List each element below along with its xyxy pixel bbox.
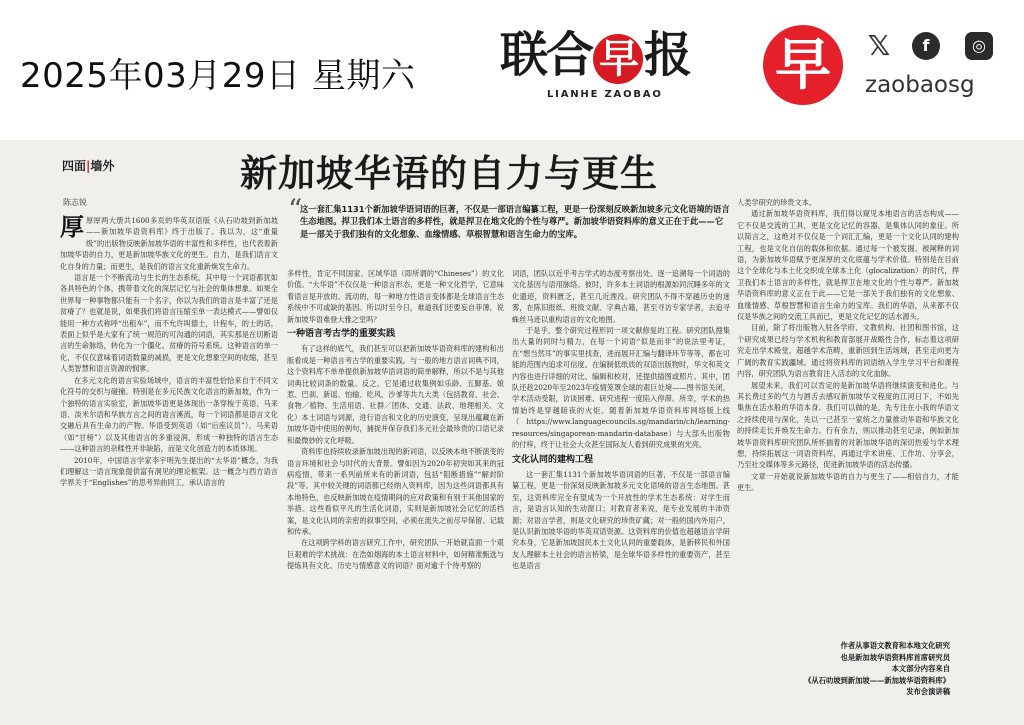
zaobao-badge-icon[interactable]: 早	[763, 25, 843, 105]
instagram-icon[interactable]: ◎	[965, 32, 993, 60]
credit-line: 也是新加坡华语资料库首席研究员	[840, 652, 950, 662]
subheading: 一种语言考古学的重要实践	[287, 329, 396, 340]
paragraph: 在多元文化的语言实验场域中，语言的丰富性恰恰来自于不同文化符号的交织与碰撞。特别是在多元民族文化语言的新加坡，作为一个独特的语言实验室，新加坡华语更是体现出一条穿梭于英语、马来语、淡米尔语和华族方言之间的语言溪流，每一个词语都是语言文化交融后具有生命力的产物。华语受到英语（如“后座议员”）、马来语（如“甘榜”）以及其他语言的多重浸润，形成一种独特的语言生态——这种语言的杂糅性并非缺陷，而是文化创造力的本质体现。	[60, 375, 278, 454]
paragraph: 语言是一个不断流动与生长的生态系统，其中每一个词语都犹如各具特色的个体，携带着文化的深层记忆与社会的集体想象。如果全世界每一种事物都只能有一个名字，你以为我们的语言是丰富了还是贫瘠了？也就是说，如果我们将语言压缩至单一表达模式——譬如仅能用一种方式称呼“出租车”，而不允许叫德士，计程车，的士的话，表面上似乎是大家有了统一规范的可沟通的词语，其实那是在切断语言的生命脉络，转化为一个僵化、贫瘠的符号系统。这种语言的单一化，不仅仅意味着词语数量的减损，更是文化想象空间的收缩，甚至人类智慧和语言资源的悯寥。	[60, 273, 278, 374]
paragraph: 多样性，肯定不同国家、区域华语（即所谓的“Chineses”）的文化价值。“大华语”不仅仅是一种语言形态，更是一种文化哲学，它意味着语言是开放的、流动的，每一种地方性语言变体都是全球语言生态系统中不可或缺的基因。所以时至今日，难道我们还要妄自菲薄，说新加坡华语难登大雅之堂吗？	[287, 269, 504, 324]
section-suffix: 墙外	[90, 159, 115, 173]
facebook-icon[interactable]: f	[912, 32, 940, 60]
credit-line: 发布会演讲稿	[906, 687, 950, 696]
paragraph: 这一套汇集1131个新加坡华语词语的巨著，不仅是一部语言编纂工程，更是一份深刻反映新加坡多元文化语境的语言生态地图。甚至，这资料库完全有望成为一个开放性的学术生态系统：对学生而言，是语言认知的生动窗口；对教育者来说，是专业发展的丰沛资源；对语言学者，则是文化研究的珍贵矿藏；对一般的国内外用户，是认识新加坡华语的华英双语资源。这资料库的价值也超越语言学研究本身，它是新加坡国民本土文化认同的重要载体，是新移民和外国友人理解本土社会的语言桥梁，是全球华语多样性的重要资产，甚至也是语言	[512, 469, 730, 571]
section-prefix: 四面	[62, 159, 87, 173]
pull-quote: 这一套汇集1131个新加坡华语词语的巨著，不仅是一部语言编纂工程，更是一份深刻反映新加坡多元文化语境的语言生态地图。捍卫我们本土语言的多样性，就是捍卫在地文化的个性与尊严。新加坡华语资料库的意义正在于此——它是一部关于我们独有的文化想象、血缘情感、草根智慧和语言生命力的宝库。	[300, 204, 730, 239]
section-divider: |	[86, 159, 91, 173]
article-column-1	[60, 215, 278, 720]
paragraph: 2010年，中国语言学家李宇明先生提出的“大华语”概念，为我们理解这一语言现象提供富有洞见的理论框架。这一概念与西方语言学界关于“Englishes”的思考异曲同工，承认语言的	[60, 455, 278, 488]
quote-mark-icon: “	[288, 193, 303, 226]
article-headline: 新加坡华语的自力与更生	[240, 152, 658, 195]
article-author: 陈志锐	[63, 198, 87, 207]
paragraph: 资料库也持续收录新加坡出现的新词语，以反映本地不断演变的语言环境和社会与时代的大背景。譬如因为2020年初突如其来的冠病疫情，带来一系列前所未有的新词语，包括“阻断措施”“解封阶段”等。其中较关键的词语都已经纳入资料库，因为这些词语都具有本地特色，也反映新加坡在疫情期间的应对政策和有别于其他国家的举措。这些看似平凡的生活化词语，实则是新加坡社会记忆的活档案，是文化认同的亲密的叙事空间，必须在流失之前尽早保留、记载和传承。	[287, 447, 504, 536]
paragraph: 词语，团队以近乎考古学式的态度考察出处、逐一追溯每一个词语的文化基因与语用脉络。彼时，许多本土词语的根源如同沉睡多年的文化遗迹，资料匮乏，甚至几近湮没。研究团队不得不穿越历史的迷雾，在陈旧报纸、班级文献、字典古籍，甚至寻访专家学者，去追寻蛛丝马迹以重构语言的文化地图。	[512, 269, 730, 324]
paragraph: 厚厚两大册共1600多页的华英双语版《从石叻坡到新加坡——新加坡华语资料库》终于出版了。我以为，这“重量级”的出版物反映新加坡华语的丰富性和多样性，也代表着新加坡华语的自力，更是新加坡华族文化的更生。自力，是我们语言文化自身的力量；而更生，是我们的语言文化重新焕发生命力。	[60, 216, 278, 271]
paragraph: 有了这样的底气，我们甚至可以把新加坡华语资料库的建构和出版看成是一种语言考古学的重要实践。与一般的地方语言词典不同，这个资料库不单单提供新加坡华语词语的简单解释，所以不是与其他词典比较词条的数量。反之，它是通过收集例如乐龄、五脚基、娘惹、巴刹、新谣、怕输、吃风、沙爹等共九大类（包括教育、社会、食物／植物、生活用语、社群／团体、交通、法政、地理相关、文化）本土词语与词源，进行语言和文化的历史演变，呈现出蕴藏在新加坡华语中使用的例句，捕捉并保存我们多元社会最珍贵的口语记录和最微妙的文化呼吸。	[287, 344, 504, 445]
paragraph: 展望未来，我们可以肯定的是新加坡华语将继续演变和进化。与其长费过多的气力与唇舌去感叹新加坡华文程度的江河日下，不如先集焦在活水般的华语本身。我们可以做的是，先专注在小我的华语文之持续使用与深化，先以一己甚至一家统之力量推动华语和华族文化的持续走长并焕发生命力。行有余力，则以推动甚至记录，例如新加坡华语资料库研究团队所怀揣着的对新加坡华语的深切热爱与学术理想，持续拓展这一词语资料库，再通过学术讲座、工作坊、分享会，乃至社交媒体等多元路径，促进新加坡华语的活态传播。	[737, 380, 959, 470]
article-column-2	[287, 268, 504, 720]
paragraph: 文章一开始就说新加坡华语的自力与更生了——相信自力，才能更生。	[737, 471, 959, 493]
drop-cap: 厚	[60, 215, 84, 241]
paragraph: 于是乎，整个研究过程形同一项文献修复的工程。研究团队搜集出大量的同时与精力，在每一个词语“似是而非”的说法里考证，在“想当然耳”的事实里找查，进而展开汇编与翻译环节等等，都在可能的范围内追求可信度。在编制低纸质的双语出版物时，华文和英文内容也进行详细的对比、编辑和校对，还提供插图或照片。其中，团队还趁2020年至2023年疫情笼罩全球的艰巨处境——图书馆关闭、学术活动受限，访谈困难、研究进程一度陷入停滞。所幸，学术的热情始终是穿越暗夜的火炬。随着新加坡华语资料库网络版上线（https://www.languagecouncils.sg/mandarin/ch/learning-resources/singaporean-mandarin-database）与大部头出版物的付梓，终于让社会大众甚至国际友人看到研究成果的光亮。	[512, 326, 730, 450]
x-icon[interactable]: 𝕏	[867, 29, 891, 62]
logo-subtitle: LIANHE ZAOBAO	[547, 89, 663, 100]
section-label	[62, 157, 114, 174]
paragraph: 通过新加坡华语资料库，我们得以窥见本地语言的活态构成——它不仅是交流的工具，更是文化记忆的容器，是集体认同的象征。所以简言之，这绝对不仅仅是一个词汇汇编，更是一个文化认同的建构工程，也是文化自信的载体和依据。通过每一个被发掘、被阐释的词语，为新加坡华语赋予更深厚的文化底蕴与学术价值。特别是在目前这个全球化与本土化交织成全球本土化（glocalization）的时代，捍卫我们本土语言的多样性，就是捍卫在地文化的个性与尊严。新加坡华语资料库的意义正在于此——它是一部关于我们独有的文化想象、血缘情感、草根智慧和语言生命力的宝库。我们的华语，从来都不仅仅是华族之间的交流工具而已，更是文化记忆的活水源头。	[737, 209, 959, 322]
social-handle[interactable]: zaobaosg	[865, 72, 975, 98]
paragraph: 人类学研究的珍贵文本。	[737, 198, 817, 207]
article-column-4	[737, 197, 959, 637]
author-credit	[700, 640, 950, 698]
subheading: 文化认同的建构工程	[512, 454, 594, 465]
credit-line: 《从石叻坡到新加坡——新加坡华语资料库》	[804, 675, 950, 685]
paragraph: 在这项跨学科的语言研究工作中，研究团队一开始就直面一个艰巨艰难的学术挑战：在浩如烟海的本土语言材料中，如何精准甄选与提炼具有文化、历史与情感意义的词语？面对逾千个待考察的	[287, 538, 504, 571]
credit-line: 本文部分内容来自	[891, 664, 950, 673]
logo-text-prefix: 联合	[500, 27, 593, 83]
credit-line: 作者从事语文教育和本地文化研究	[840, 641, 950, 650]
logo-zao-mark: 早	[593, 34, 643, 84]
paragraph: 目前，除了将出版物入驻各学府、文教机构、社团和图书馆，这个研究成果已经与学术机构和教育部展开战略性合作，标志着这项研究走出学术殿堂，超越学术范畴，重新回到生活场域，甚至走向更为广阔的教育实践疆域。通过将资料库的词语纳入学生学习平台和课程内容，研究团队为语言教育注入活态的文化血脉。	[737, 323, 959, 379]
lianhe-zaobao-logo[interactable]	[500, 26, 690, 84]
article-column-3	[512, 268, 730, 720]
date-line: 2025年03月29日 星期六	[20, 56, 416, 96]
logo-text-suffix: 报	[644, 27, 691, 83]
